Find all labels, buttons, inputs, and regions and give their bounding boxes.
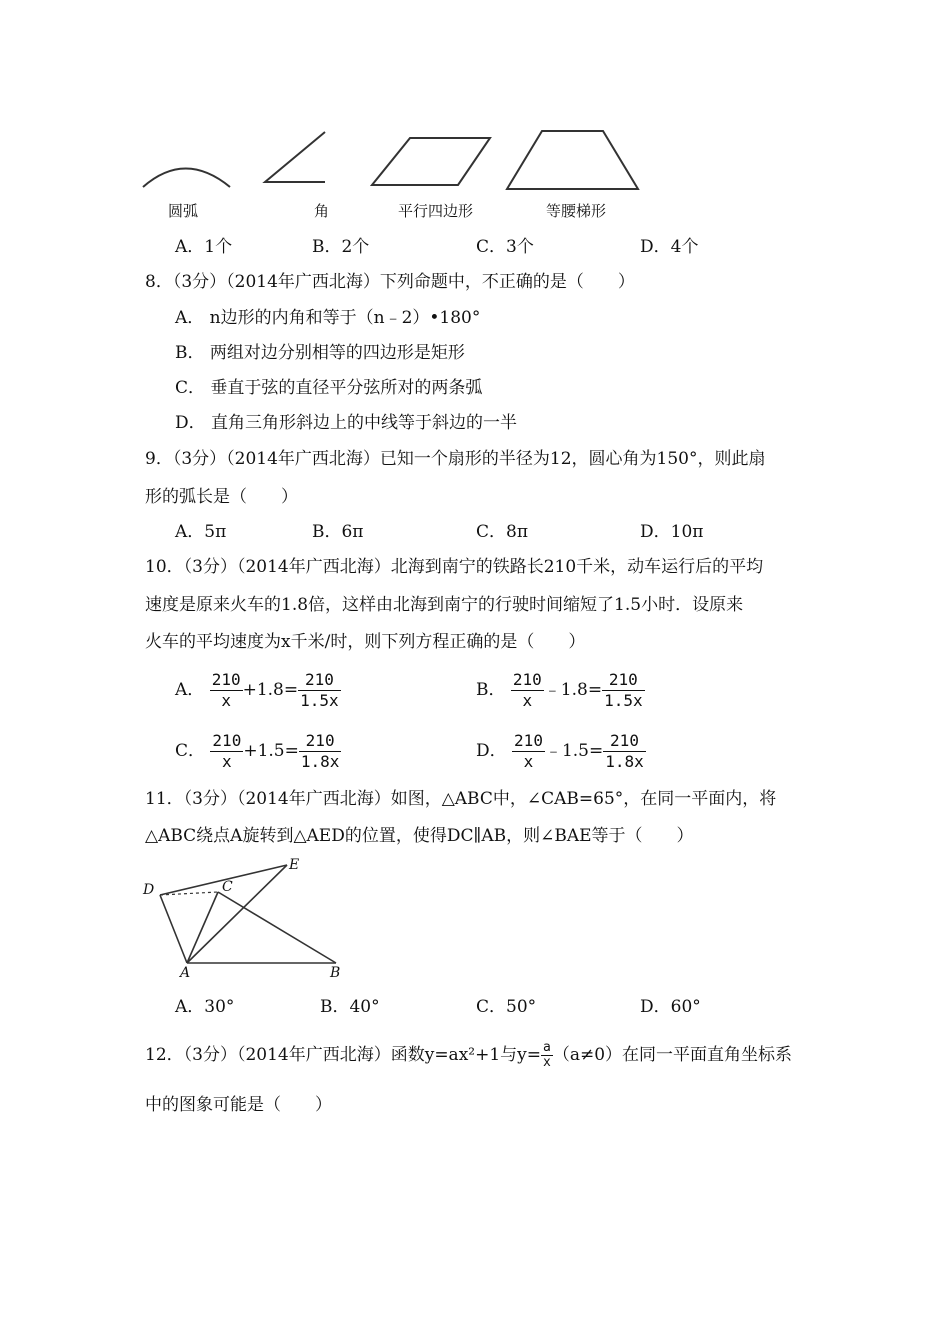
q9-option-b: B．6π <box>312 522 364 542</box>
point-b-label: B <box>330 965 341 981</box>
q8-option-c: C． 垂直于弦的直径平分弦所对的两条弧 <box>175 378 483 398</box>
q10-option-b: B． $\frac{210}{x}$ ﹣1.8= $\frac{210}{1.5x}$ <box>476 670 643 710</box>
parallelogram-icon <box>372 138 490 185</box>
q11-triangle-figure <box>140 855 355 985</box>
fraction: $\frac{210}{1.8x}$ <box>605 731 644 771</box>
q10-stem-line3: 火车的平均速度为x千米/时，则下列方程正确的是（ ） <box>145 632 586 652</box>
fraction: $\frac{210}{x}$ <box>512 670 542 710</box>
q12-stem-line1: 12．（3分）（2014年广西北海）函数y=ax²+1与y= $\frac{a}{x}$ （a≠0）在同一平面直角坐标系 <box>145 1040 793 1070</box>
q11-stem-line2: △ABC绕点A旋转到△AED的位置，使得DC∥AB，则∠BAE等于（ ） <box>145 826 694 846</box>
fraction: $\frac{a}{x}$ <box>543 1040 551 1070</box>
fraction: $\frac{210}{1.8x}$ <box>300 731 340 771</box>
point-a-label: A <box>180 965 191 981</box>
q10-option-d: D． $\frac{210}{x}$ ﹣1.5= $\frac{210}{1.8x}$ <box>476 731 644 771</box>
q9-option-a: A．5π <box>175 522 227 542</box>
fraction: $\frac{210}{1.5x}$ <box>300 670 339 710</box>
q10-stem-line2: 速度是原来火车的1.8倍，这样由北海到南宁的行驶时间缩短了1.5小时．设原来 <box>145 595 744 615</box>
q8-option-b: B． 两组对边分别相等的四边形是矩形 <box>175 343 465 363</box>
q11-option-b: B．40° <box>320 997 380 1017</box>
trapezoid-label: 等腰梯形 <box>546 202 607 220</box>
q9-stem-line2: 形的弧长是（ ） <box>145 487 298 507</box>
q9-option-c: C．8π <box>476 522 528 542</box>
q8-option-d: D． 直角三角形斜边上的中线等于斜边的一半 <box>175 413 518 433</box>
q7-shapes-figure <box>140 120 660 200</box>
point-e-label: E <box>289 857 300 873</box>
q8-option-a: A． n边形的内角和等于（n﹣2）•180° <box>175 308 481 328</box>
q10-option-c: C． $\frac{210}{x}$ +1.5= $\frac{210}{1.8x}$ <box>175 731 340 771</box>
q10-stem-line1: 10．（3分）（2014年广西北海）北海到南宁的铁路长210千米，动车运行后的平均 <box>145 557 764 577</box>
q12-stem-line2: 中的图象可能是（ ） <box>145 1095 332 1115</box>
q11-option-c: C．50° <box>476 997 537 1017</box>
q11-option-d: D．60° <box>640 997 701 1017</box>
angle-icon <box>265 132 325 182</box>
arc-icon <box>143 169 230 188</box>
point-d-label: D <box>143 882 155 898</box>
fraction: $\frac{210}{x}$ <box>211 670 241 710</box>
rotation-diagram <box>140 855 355 985</box>
q9-option-d: D．10π <box>640 522 704 542</box>
isosceles-trapezoid-icon <box>507 131 638 189</box>
arc-label: 圆弧 <box>168 202 199 220</box>
point-c-label: C <box>222 879 233 895</box>
q7-option-d: D．4个 <box>640 237 699 257</box>
q8-stem: 8．（3分）（2014年广西北海）下列命题中，不正确的是（ ） <box>145 272 635 292</box>
q11-stem-line1: 11．（3分）（2014年广西北海）如图，△ABC中，∠CAB=65°，在同一平面内，将 <box>145 789 777 809</box>
angle-label: 角 <box>314 202 330 220</box>
parallelogram-label: 平行四边形 <box>398 202 474 220</box>
fraction: $\frac{210}{1.5x}$ <box>604 670 643 710</box>
q7-option-a: A．1个 <box>175 237 233 257</box>
q10-option-a: A． $\frac{210}{x}$ +1.8= $\frac{210}{1.5x}$ <box>175 670 339 710</box>
q9-stem-line1: 9．（3分）（2014年广西北海）已知一个扇形的半径为12，圆心角为150°，则此扇 <box>145 449 766 469</box>
q11-option-a: A．30° <box>175 997 235 1017</box>
fraction: $\frac{210}{x}$ <box>212 731 242 771</box>
q7-option-c: C．3个 <box>476 237 534 257</box>
fraction: $\frac{210}{x}$ <box>514 731 543 771</box>
q7-option-b: B．2个 <box>312 237 370 257</box>
